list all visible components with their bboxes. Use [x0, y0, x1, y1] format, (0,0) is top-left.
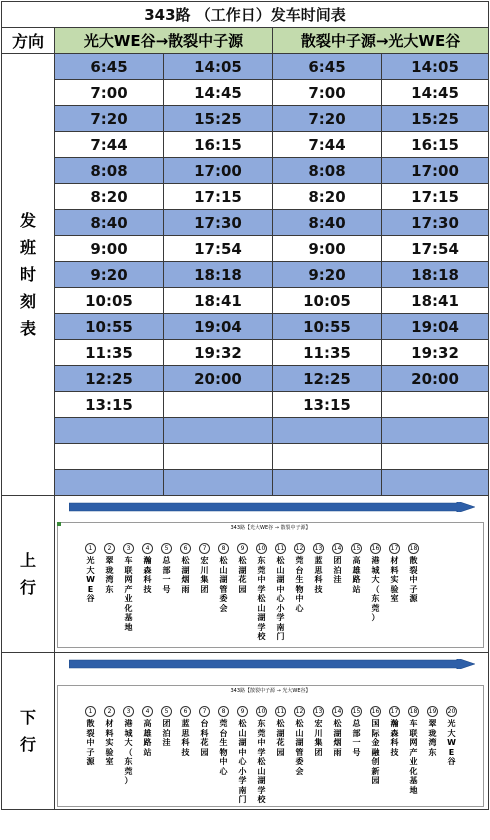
stop-name: 宏 川 集 团: [314, 719, 323, 757]
route-map-title: 343路【光大WE谷 → 散裂中子源】: [230, 525, 311, 531]
stop-number: 15: [352, 545, 361, 552]
stop-number: 16: [371, 545, 380, 552]
time-cell: [273, 470, 382, 496]
time-row: [2, 314, 489, 340]
time-cell: 10:55: [55, 314, 164, 340]
route-stop: [141, 698, 154, 805]
route-stop: [255, 698, 268, 805]
stop-name: 高 雄 路 站: [352, 556, 361, 594]
stop-number: 9: [237, 543, 248, 554]
stop-name: 团 泊 洼: [333, 556, 342, 584]
time-cell: 8:20: [273, 184, 382, 210]
stop-number: 17: [390, 708, 399, 715]
time-row: [2, 132, 489, 158]
route-stop: [179, 698, 192, 805]
stop-number: 11: [276, 708, 285, 715]
time-cell: 11:35: [55, 340, 164, 366]
time-cell: 8:08: [273, 158, 382, 184]
time-row: [2, 418, 489, 444]
stop-number: 8: [218, 706, 229, 717]
stop-number: 18: [409, 708, 418, 715]
stop-number: 11: [276, 545, 285, 552]
stop-number: 20: [447, 708, 456, 715]
route-stop: [198, 698, 211, 805]
stop-number: 5: [161, 543, 172, 554]
time-cell: 16:15: [164, 132, 273, 158]
time-cell: 11:35: [273, 340, 382, 366]
time-cell: 9:20: [55, 262, 164, 288]
time-cell: [164, 418, 273, 444]
time-row: [2, 444, 489, 470]
stop-name: 散 裂 中 子 源: [86, 719, 95, 766]
time-row: [2, 366, 489, 392]
time-cell: 15:25: [164, 106, 273, 132]
stop-number: 17: [390, 545, 399, 552]
route-stop: [293, 698, 306, 805]
time-cell: [164, 392, 273, 418]
route-stop: [426, 698, 439, 805]
stop-number: 4: [142, 543, 153, 554]
stop-number: 10: [257, 708, 266, 715]
time-cell: 17:15: [164, 184, 273, 210]
time-row: [2, 54, 489, 80]
route-stop: [331, 698, 344, 805]
time-cell: 9:00: [273, 236, 382, 262]
stop-name: 翠 珑 湾 东: [428, 719, 437, 757]
route-stop: [312, 535, 325, 642]
stop-number: 16: [371, 708, 380, 715]
route-stop: [160, 698, 173, 805]
time-row: [2, 184, 489, 210]
stop-number: 2: [104, 543, 115, 554]
route-map-title: 343路【散裂中子源 → 光大WE谷】: [230, 688, 311, 694]
stop-name: 国 际 金 融 创 新 园: [371, 719, 380, 785]
direction-arrow-icon: [69, 502, 475, 512]
route-stop: [407, 535, 420, 642]
route-stop: [388, 698, 401, 805]
time-cell: 17:54: [382, 236, 489, 262]
time-row: [2, 340, 489, 366]
stop-number: 12: [295, 545, 304, 552]
down-route-row: [2, 653, 489, 810]
time-cell: 7:20: [273, 106, 382, 132]
time-cell: 17:54: [164, 236, 273, 262]
time-cell: 10:05: [273, 288, 382, 314]
stop-name: 光 大 W E 谷: [447, 719, 456, 766]
time-cell: 18:18: [382, 262, 489, 288]
time-cell: 10:55: [273, 314, 382, 340]
time-cell: [164, 470, 273, 496]
time-cell: 7:00: [273, 80, 382, 106]
stop-name: 高 雄 路 站: [143, 719, 152, 757]
stop-number: 7: [199, 706, 210, 717]
route-stop: [293, 535, 306, 642]
stop-number: 14: [333, 708, 342, 715]
route-stop: [122, 535, 135, 642]
stop-number: 14: [333, 545, 342, 552]
corner-mark: [57, 522, 61, 526]
time-cell: 17:00: [382, 158, 489, 184]
down-route-map: [57, 685, 484, 807]
stop-list: [84, 535, 420, 642]
timetable: [1, 1, 489, 810]
time-cell: 18:18: [164, 262, 273, 288]
route-stop: [84, 698, 97, 805]
direction-arrow-icon: [69, 659, 475, 669]
stop-number: 19: [428, 708, 437, 715]
time-cell: 20:00: [382, 366, 489, 392]
stop-number: 9: [237, 706, 248, 717]
time-cell: 7:00: [55, 80, 164, 106]
stop-number: 2: [104, 706, 115, 717]
stop-name: 车 联 网 产 业 化 基 地: [124, 556, 133, 632]
stop-number: 18: [409, 545, 418, 552]
time-cell: [382, 444, 489, 470]
up-route-panel: [55, 496, 489, 653]
time-cell: 12:25: [55, 366, 164, 392]
time-cell: 20:00: [164, 366, 273, 392]
direction-header-2: 散裂中子源→光大WE谷: [273, 28, 489, 54]
time-cell: 7:44: [55, 132, 164, 158]
stop-name: 松 湖 花 园: [238, 556, 247, 594]
route-stop: [217, 535, 230, 642]
time-cell: [273, 444, 382, 470]
route-stop: [84, 535, 97, 642]
time-cell: 17:00: [164, 158, 273, 184]
time-cell: 14:05: [382, 54, 489, 80]
stop-name: 总 部 一 号: [162, 556, 171, 594]
time-cell: 14:05: [164, 54, 273, 80]
stop-name: 港 城 大 （ 东 莞 ）: [371, 556, 380, 622]
stop-number: 13: [314, 545, 323, 552]
stop-list: [84, 698, 458, 805]
stop-number: 1: [85, 706, 96, 717]
time-row: [2, 158, 489, 184]
route-stop: [350, 698, 363, 805]
time-cell: 12:25: [273, 366, 382, 392]
time-row: [2, 288, 489, 314]
time-row: [2, 80, 489, 106]
stop-name: 团 泊 洼: [162, 719, 171, 747]
time-cell: 14:45: [164, 80, 273, 106]
stop-name: 光 大 W E 谷: [86, 556, 95, 603]
time-cell: 7:44: [273, 132, 382, 158]
route-stop: [388, 535, 401, 642]
route-stop: [236, 698, 249, 805]
route-stop: [369, 535, 382, 642]
stop-number: 5: [161, 706, 172, 717]
time-cell: 9:00: [55, 236, 164, 262]
time-cell: 16:15: [382, 132, 489, 158]
stop-number: 6: [180, 543, 191, 554]
down-route-panel: [55, 653, 489, 810]
time-cell: [382, 470, 489, 496]
stop-number: 12: [295, 708, 304, 715]
time-cell: [55, 444, 164, 470]
stop-name: 松 山 湖 管 委 会: [295, 719, 304, 776]
up-direction-label: 上 行: [2, 496, 55, 653]
route-stop: [122, 698, 135, 805]
time-cell: [164, 444, 273, 470]
time-cell: 8:40: [55, 210, 164, 236]
stop-name: 材 料 实 验 室: [390, 556, 399, 603]
stop-name: 莞 台 生 物 中 心: [295, 556, 304, 613]
route-stop: [236, 535, 249, 642]
direction-label: 方向: [2, 28, 55, 54]
route-stop: [331, 535, 344, 642]
time-cell: 19:04: [382, 314, 489, 340]
stop-name: 蓝 思 科 技: [314, 556, 323, 594]
time-cell: [55, 418, 164, 444]
up-route-row: [2, 496, 489, 653]
time-cell: [273, 418, 382, 444]
stop-number: 10: [257, 545, 266, 552]
stop-number: 15: [352, 708, 361, 715]
time-row: [2, 236, 489, 262]
stop-name: 瀚 森 科 技: [390, 719, 399, 757]
time-cell: 13:15: [55, 392, 164, 418]
stop-name: 散 裂 中 子 源: [409, 556, 418, 603]
stop-name: 材 料 实 验 室: [105, 719, 114, 766]
route-stop: [445, 698, 458, 805]
time-cell: 10:05: [55, 288, 164, 314]
time-cell: 17:15: [382, 184, 489, 210]
stop-name: 松 山 湖 中 心 小 学 南 门: [238, 719, 247, 804]
stop-number: 3: [123, 706, 134, 717]
time-row: [2, 106, 489, 132]
time-cell: 8:08: [55, 158, 164, 184]
up-route-map: [57, 522, 484, 648]
stop-name: 松 湖 烟 雨: [181, 556, 190, 594]
route-stop: [312, 698, 325, 805]
time-cell: 15:25: [382, 106, 489, 132]
stop-number: 6: [180, 706, 191, 717]
schedule-side-label: 发 班 时 刻 表: [2, 54, 55, 496]
stop-number: 4: [142, 706, 153, 717]
stop-name: 松 山 湖 中 心 小 学 南 门: [276, 556, 285, 641]
route-stop: [255, 535, 268, 642]
time-cell: [382, 392, 489, 418]
stop-name: 莞 台 生 物 中 心: [219, 719, 228, 776]
time-row: [2, 470, 489, 496]
time-cell: 18:41: [382, 288, 489, 314]
time-cell: 14:45: [382, 80, 489, 106]
time-cell: 19:04: [164, 314, 273, 340]
time-cell: [55, 470, 164, 496]
time-cell: 8:20: [55, 184, 164, 210]
time-row: [2, 392, 489, 418]
stop-number: 7: [199, 543, 210, 554]
stop-name: 宏 川 集 团: [200, 556, 209, 594]
stop-name: 瀚 森 科 技: [143, 556, 152, 594]
stop-number: 8: [218, 543, 229, 554]
stop-name: 车 联 网 产 业 化 基 地: [409, 719, 418, 795]
route-stop: [217, 698, 230, 805]
time-cell: 7:20: [55, 106, 164, 132]
time-cell: 17:30: [382, 210, 489, 236]
time-cell: 9:20: [273, 262, 382, 288]
direction-header-1: 光大WE谷→散裂中子源: [55, 28, 273, 54]
route-stop: [274, 698, 287, 805]
time-cell: 19:32: [164, 340, 273, 366]
route-stop: [141, 535, 154, 642]
route-stop: [369, 698, 382, 805]
stop-name: 东 莞 中 学 松 山 湖 学 校: [257, 556, 266, 641]
time-cell: 13:15: [273, 392, 382, 418]
time-cell: 6:45: [55, 54, 164, 80]
stop-name: 松 山 湖 管 委 会: [219, 556, 228, 613]
route-stop: [350, 535, 363, 642]
route-stop: [179, 535, 192, 642]
route-stop: [274, 535, 287, 642]
time-cell: 18:41: [164, 288, 273, 314]
time-cell: [382, 418, 489, 444]
stop-number: 1: [85, 543, 96, 554]
stop-number: 3: [123, 543, 134, 554]
stop-name: 蓝 思 科 技: [181, 719, 190, 757]
stop-name: 港 城 大 （ 东 莞 ）: [124, 719, 133, 785]
down-direction-label: 下 行: [2, 653, 55, 810]
time-cell: 6:45: [273, 54, 382, 80]
page-title: 343路 （工作日）发车时间表: [2, 2, 489, 28]
route-stop: [103, 698, 116, 805]
stop-name: 松 湖 花 园: [276, 719, 285, 757]
route-stop: [407, 698, 420, 805]
route-stop: [160, 535, 173, 642]
stop-name: 台 科 花 园: [200, 719, 209, 757]
time-cell: 19:32: [382, 340, 489, 366]
time-cell: 8:40: [273, 210, 382, 236]
stop-name: 翠 珑 湾 东: [105, 556, 114, 594]
route-stop: [103, 535, 116, 642]
time-cell: 17:30: [164, 210, 273, 236]
stop-name: 东 莞 中 学 松 山 湖 学 校: [257, 719, 266, 804]
stop-name: 总 部 一 号: [352, 719, 361, 757]
time-row: [2, 262, 489, 288]
time-row: [2, 210, 489, 236]
route-stop: [198, 535, 211, 642]
stop-name: 松 湖 烟 雨: [333, 719, 342, 757]
stop-number: 13: [314, 708, 323, 715]
